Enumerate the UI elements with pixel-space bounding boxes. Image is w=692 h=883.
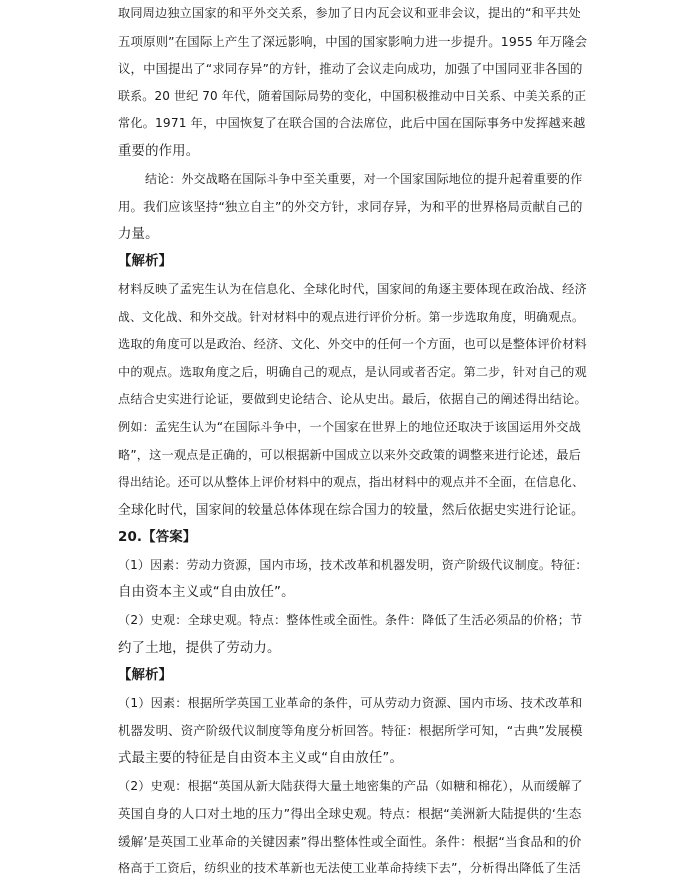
section-heading: 20.【答案】 [118,530,197,546]
text-line: 结论：外交战略在国际斗争中至关重要，对一个国家国际地位的提升起着重要的作 [145,171,583,186]
text-line: 取同周边独立国家的和平外交关系，参加了日内瓦会议和亚非会议，提出的“和平共处 [118,6,581,20]
text-line: 机器发明、资产阶级代议制度等角度分析回答。特征：根据所学可知，“古典”发展模 [118,723,583,739]
text-line: 材料反映了孟宪生认为在信息化、全球化时代，国家间的角逐主要体现在政治战、经济 [118,281,587,296]
text-line: 英国自身的人口对土地的压力”得出全球史观。特点：根据“美洲新大陆提供的‘生态 [118,806,582,822]
text-line: 战、文化战、和外交战。针对材料中的观点进行评价分析。第一步选取角度，明确观点。 [118,309,584,324]
text-line: 略”，这一观点是正确的，可以根据新中国成立以来外交政策的调整来进行论述，最后 [118,447,581,462]
text-line: 全球化时代，国家间的较量总体体现在综合国力的较量，然后依据史实进行论证。 [118,502,585,518]
document-page [118,0,588,883]
text-line: 议，中国提出了“求同存异”的方针，推动了会议走向成功，加强了中国同亚非各国的 [118,61,583,77]
text-line: 选取的角度可以是政治、经济、文化、外交中的任何一个方面，也可以是整体评价材料 [118,337,587,352]
text-line: 式最主要的特征是自由资本主义或“自由放任”。 [118,751,403,767]
text-line: 约了土地，提供了劳动力。 [118,640,281,656]
section-heading: 【解析】 [118,254,173,270]
text-line: 缓解’是英国工业革命的关键因素”得出整体性或全面性。条件：根据“当食品和的价 [118,833,582,849]
section-heading: 【解析】 [118,668,173,684]
text-line: 点结合史实进行论证，要做到史论结合、论从史出。最后，依据自己的阐述得出结论。 [118,392,587,407]
text-line: 中的观点。选取角度之后，明确自己的观点，是认同或者否定。第二步，针对自己的观 [118,364,587,379]
text-line: 得出结论。还可以从整体上评价材料中的观点，指出材料中的观点并不全面，在信息化、 [118,475,584,490]
text-line: （2）史观：全球史观。特点：整体性或全面性。条件：降低了生活必须品的价格；节 [118,613,583,628]
text-line: （2）史观：根据“英国从新大陆获得大量土地密集的产品（如糖和棉花），从而缓解了 [118,778,583,793]
text-line: 力量。 [118,226,159,242]
text-line: 例如：孟宪生认为“在国际斗争中，一个国家在世界上的地位还取决于该国运用外交战 [118,419,581,434]
text-line: 五项原则”在国际上产生了深远影响，中国的国家影响力进一步提升。1955 年万隆会 [118,33,588,49]
text-line: 格高于工资后，纺织业的技术革新也无法使工业革命持续下去”，分析得出降低了生活 [118,861,581,876]
text-line: 重要的作用。 [118,143,200,159]
text-line: （1）因素：根据所学英国工业革命的条件，可从劳动力资源、国内市场、技术改革和 [118,695,583,710]
text-line: 联系。20 世纪 70 年代，随着国际局势的变化，中国积极推动中日关系、中美关系的正 [118,88,587,103]
text-line: 用。我们应该坚持“独立自主”的外交方针，求同存异，为和平的世界格局贡献自己的 [118,199,583,215]
text-line: 自由资本主义或“自由放任”。 [118,585,295,601]
text-line: （1）因素：劳动力资源，国内市场，技术改革和机器发明，资产阶级代议制度。特征： [118,557,588,572]
text-line: 常化。1971 年，中国恢复了在联合国的合法席位，此后中国在国际事务中发挥越来越 [118,116,586,131]
